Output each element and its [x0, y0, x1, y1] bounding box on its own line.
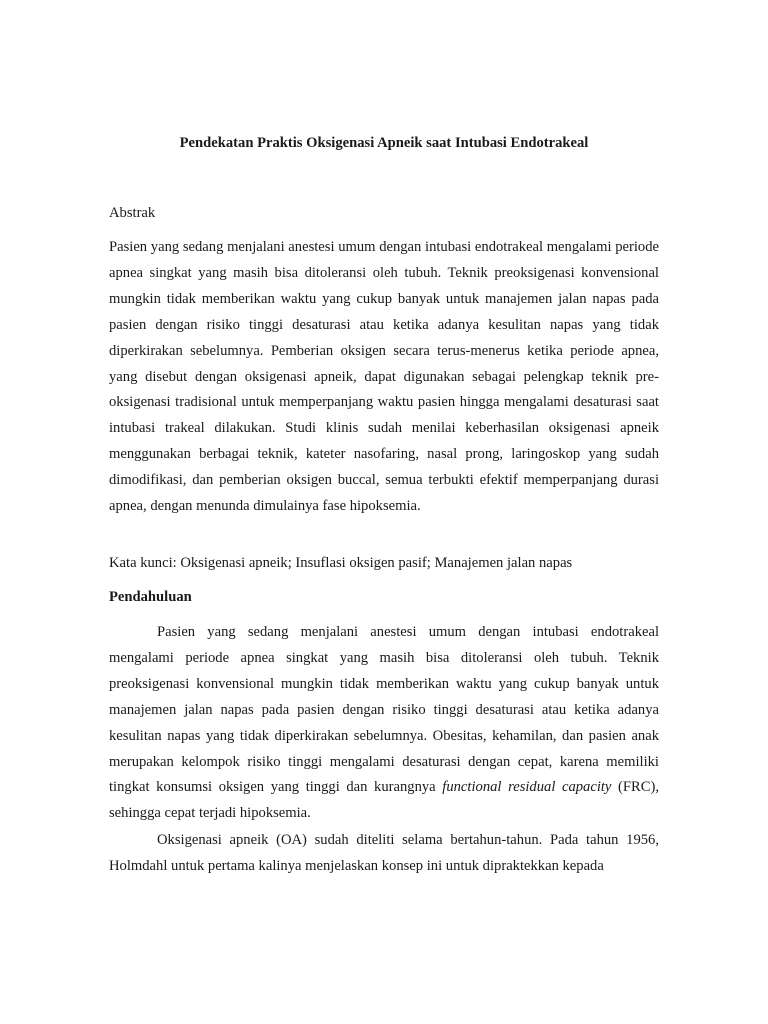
intro-paragraph-1-text: Pasien yang sedang menjalani anestesi umum dengan intubasi endotrakeal mengalami periode apnea singkat yang masih bisa ditoleransi oleh tubuh. Teknik preoksigenasi konvensional mungkin tidak memberikan waktu yang cukup banyak untuk manajemen jalan napas pada pasien dengan risiko tinggi desaturasi atau ketika adanya kesulitan napas yang tidak diperkirakan sebelumnya. Obesitas, kehamilan, dan pasien anak merupakan kelompok risiko tinggi mengalami desaturasi dengan cepat, karena memiliki tingkat konsumsi oksigen yang tinggi dan kurangnya [109, 624, 659, 796]
intro-paragraph-1 [109, 620, 659, 827]
intro-paragraph-2: Oksigenasi apneik (OA) sudah diteliti selama bertahun-tahun. Pada tahun 1956, Holmdahl untuk pertama kalinya menjelaskan konsep ini untuk dipraktekkan kepada [109, 832, 659, 874]
abstract-paragraph: Pasien yang sedang menjalani anestesi umum dengan intubasi endotrakeal mengalami periode apnea singkat yang masih bisa ditoleransi oleh tubuh. Teknik preoksigenasi konvensional mungkin tidak memberikan waktu yang cukup banyak untuk manajemen jalan napas pada pasien dengan risiko tinggi desaturasi atau ketika adanya kesulitan napas yang tidak diperkirakan sebelumnya. Pemberian oksigen secara terus-menerus ketika periode apnea, yang disebut dengan oksigenasi apneik, dapat digunakan sebagai pelengkap teknik pre-oksigenasi tradisional untuk memperpanjang waktu pasien hingga mengalami desaturasi saat intubasi trakeal dilakukan. Studi klinis sudah menilai keberhasilan oksigenasi apneik menggunakan berbagai teknik, kateter nasofaring, nasal prong, laringoskop yang sudah dimodifikasi, dan pemberian oksigen buccal, semua terbukti efektif memperpanjang durasi apnea, dengan menunda dimulainya fase hipoksemia. [109, 239, 659, 515]
keywords-line: Kata kunci: Oksigenasi apneik; Insuflasi oksigen pasif; Manajemen jalan napas [109, 555, 573, 571]
abstract-label: Abstrak [109, 205, 156, 221]
document-title: Pendekatan Praktis Oksigenasi Apneik saat Intubasi Endotrakeal [179, 135, 589, 151]
intro-paragraph-1-italic-term: functional residual capacity [442, 779, 612, 796]
intro-paragraph-1-tail: (FRC), sehingga cepat terjadi hipoksemia. [109, 779, 659, 822]
section-heading: Pendahuluan [109, 589, 192, 605]
